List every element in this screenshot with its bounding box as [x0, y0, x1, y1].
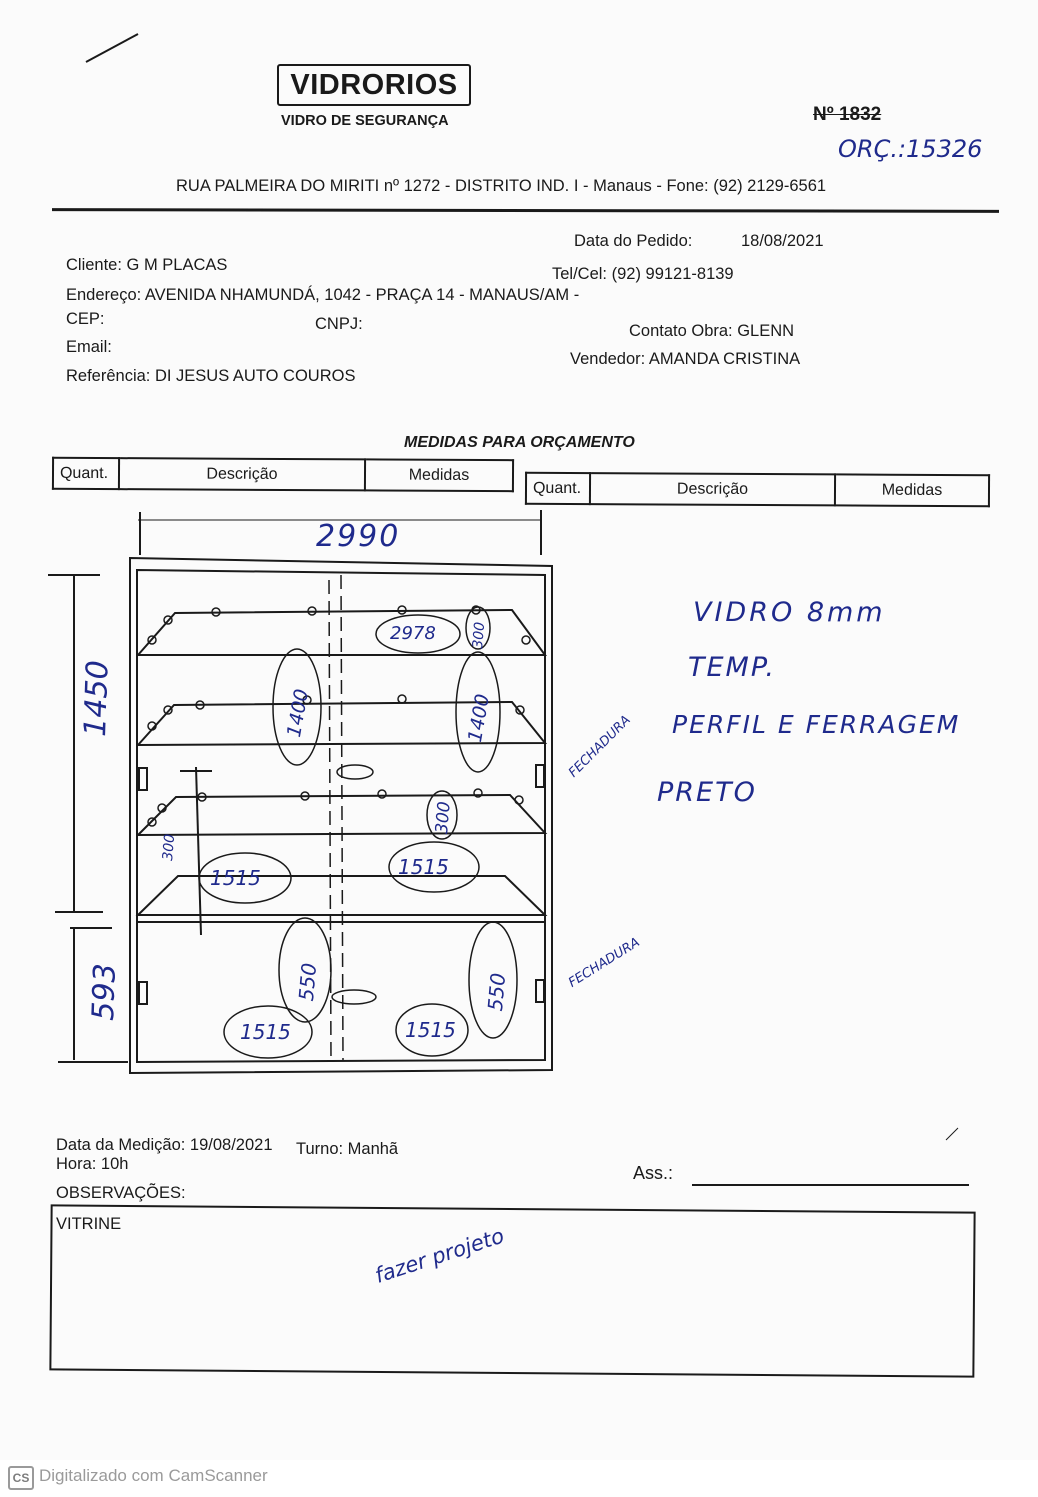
handwritten-observation: fazer projeto	[372, 1223, 508, 1288]
header-quant: Quant.	[526, 473, 590, 504]
note-color: PRETO	[657, 777, 757, 808]
client-address: Endereço: AVENIDA NHAMUNDÁ, 1042 - PRAÇA 14 - MANAUS/AM -	[66, 286, 580, 304]
measure-label-11: 300	[432, 800, 455, 835]
site-contact: Contato Obra: GLENN	[629, 322, 795, 340]
measure-label-4: 1515	[210, 866, 261, 890]
hinge-left-lower	[139, 982, 147, 1004]
header-medidas: Medidas	[365, 459, 513, 491]
measurement-time: Hora: 10h	[56, 1155, 129, 1173]
measurements-title: MEDIDAS PARA ORÇAMENTO	[404, 434, 635, 451]
observations-text: VITRINE	[56, 1215, 122, 1233]
signature-line	[692, 1184, 969, 1186]
measure-label-3: 1400	[464, 692, 495, 744]
hinge-left-upper	[139, 768, 147, 790]
measure-label-9: 550	[483, 971, 511, 1013]
camscanner-logo: CS	[8, 1466, 34, 1490]
company-address: RUA PALMEIRA DO MIRITI nº 1272 - DISTRITO IND. I - Manaus - Fone: (92) 2129-6561	[176, 177, 827, 195]
budget-number: ORÇ.:15326	[838, 135, 983, 163]
upper-height-label: 1450	[78, 659, 116, 738]
measure-label-1: 2978	[390, 623, 436, 644]
measure-label-2: 1400	[283, 687, 314, 739]
lock-label-upper: FECHADURA	[566, 712, 634, 781]
hinge-right-upper	[536, 765, 544, 787]
client-email: Email:	[66, 338, 112, 356]
lower-height-label: 593	[86, 962, 123, 1022]
note-glass: VIDRO 8mm	[693, 597, 886, 628]
measure-label-7: 1515	[405, 1018, 456, 1042]
header-quant: Quant.	[53, 458, 119, 489]
shift: Turno: Manhã	[296, 1140, 399, 1158]
client-cep: CEP:	[66, 310, 105, 328]
header-descricao: Descrição	[119, 458, 365, 490]
measurement-date: Data da Medição: 19/08/2021	[56, 1136, 273, 1154]
client-reference: Referência: DI JESUS AUTO COUROS	[66, 367, 356, 385]
note-tempered: TEMP.	[688, 652, 776, 683]
observations-box	[49, 1204, 975, 1377]
pen-stroke-mark	[946, 1128, 958, 1140]
measure-label-12: 300	[160, 833, 179, 862]
measure-label-5: 1515	[398, 855, 449, 879]
note-profile: PERFIL E FERRAGEM	[672, 710, 961, 739]
header-descricao: Descrição	[590, 473, 835, 505]
center-divider	[341, 575, 343, 1060]
observations-label: OBSERVAÇÕES:	[56, 1184, 186, 1202]
signature-label: Ass.:	[633, 1163, 674, 1183]
measure-label-10: 300	[470, 621, 489, 650]
salesperson: Vendedor: AMANDA CRISTINA	[570, 350, 801, 368]
vertical-post	[196, 767, 201, 935]
client-name: Cliente: G M PLACAS	[66, 256, 228, 274]
header-medidas: Medidas	[835, 474, 989, 506]
hinge-right-lower	[536, 980, 544, 1002]
width-label: 2990	[316, 519, 401, 554]
company-tagline: VIDRO DE SEGURANÇA	[281, 113, 449, 129]
document-number: Nº 1832	[813, 104, 882, 125]
company-logo: VIDRORIOS	[277, 64, 471, 106]
measure-label-8: 550	[294, 961, 322, 1003]
lock-label-lower: FECHADURA	[566, 935, 643, 991]
client-phone: Tel/Cel: (92) 99121-8139	[552, 265, 734, 283]
order-date-value: 18/08/2021	[741, 232, 824, 250]
measure-label-6: 1515	[240, 1020, 291, 1044]
client-cnpj: CNPJ:	[315, 315, 363, 333]
order-date-label: Data do Pedido:	[574, 232, 693, 250]
camscanner-text: Digitalizado com CamScanner	[39, 1466, 268, 1485]
